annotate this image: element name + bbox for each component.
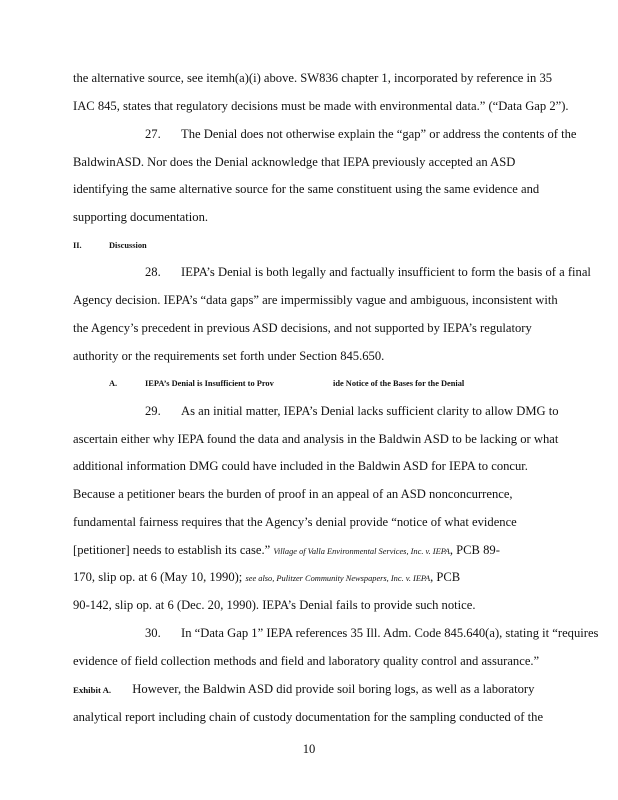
text-span: IEPA’s Denial is both legally and factually insufficient to form the basis of a final xyxy=(181,265,591,279)
paragraph-number: 27. xyxy=(145,127,161,141)
subsection-title-part: IEPA’s Denial is Insufficient to Prov xyxy=(145,379,274,388)
paragraph-28-start xyxy=(145,264,591,280)
paragraph-number: 30. xyxy=(145,626,161,640)
text-line: authority or the requirements set forth under Section 845.650. xyxy=(73,349,385,363)
text-span: , PCB 89- xyxy=(449,543,500,557)
text-line: identifying the same alternative source for the same constituent using the same evidence and xyxy=(73,182,540,196)
paragraph-29-start xyxy=(145,403,559,419)
paragraph-30-start xyxy=(145,625,598,641)
text-line xyxy=(73,542,500,560)
exhibit-reference: Exhibit A. xyxy=(73,685,112,695)
text-line: supporting documentation. xyxy=(73,210,209,224)
text-line: IAC 845, states that regulatory decisions must be made with environmental data.” (“Data Gap 2”). xyxy=(73,99,569,113)
text-line: ascertain either why IEPA found the data and analysis in the Baldwin ASD to be lacking or what xyxy=(73,432,559,446)
text-line: the Agency’s precedent in previous ASD decisions, and not supported by IEPA’s regulatory xyxy=(73,321,532,335)
section-number: II. xyxy=(73,241,82,250)
text-span: In “Data Gap 1” IEPA references 35 Ill. Adm. Code 845.640(a), stating it “requires xyxy=(181,626,599,640)
text-line: 90-142, slip op. at 6 (Dec. 20, 1990). IEPA’s Denial fails to provide such notice. xyxy=(73,598,476,612)
text-line: BaldwinASD. Nor does the Denial acknowledge that IEPA previously accepted an ASD xyxy=(73,155,516,169)
text-line: evidence of field collection methods and field and laboratory quality control and assurance.” xyxy=(73,654,540,668)
paragraph-27-start xyxy=(145,126,577,142)
subsection-letter: A. xyxy=(109,379,118,388)
text-span: As an initial matter, IEPA’s Denial lacks sufficient clarity to allow DMG to xyxy=(181,404,559,418)
text-line: Agency decision. IEPA’s “data gaps” are impermissibly vague and ambiguous, inconsistent with xyxy=(73,293,558,307)
paragraph-number: 28. xyxy=(145,265,161,279)
text-line xyxy=(73,681,534,698)
text-line: additional information DMG could have included in the Baldwin ASD for IEPA to concur. xyxy=(73,459,528,473)
text-span: , PCB xyxy=(430,570,461,584)
paragraph-number: 29. xyxy=(145,404,161,418)
text-span: h(a)(i) above. SW836 chapter 1, incorporated by reference in 35 xyxy=(228,71,553,85)
text-line: Because a petitioner bears the burden of proof in an appeal of an ASD nonconcurrence, xyxy=(73,487,513,501)
text-span: 170, slip op. at 6 (May 10, 1990); xyxy=(73,570,243,584)
text-span: However, the Baldwin ASD did provide soil boring logs, as well as a laboratory xyxy=(132,682,535,696)
text-line: analytical report including chain of custody documentation for the sampling conducted of the xyxy=(73,710,544,724)
text-line: fundamental fairness requires that the Agency’s denial provide “notice of what evidence xyxy=(73,515,517,529)
text-span: The Denial does not otherwise explain the “gap” or address the contents of the xyxy=(181,127,577,141)
text-line xyxy=(73,70,552,86)
section-title: Discussion xyxy=(109,241,147,250)
subsection-title-part: ide Notice of the Bases for the Denial xyxy=(333,379,465,388)
text-span: [petitioner] needs to establish its case.” xyxy=(73,543,271,557)
text-span: the alternative source, see item xyxy=(73,71,229,85)
case-citation: Village of Valla Environmental Services, Inc. v. IEPA xyxy=(273,547,450,556)
text-line xyxy=(73,569,460,587)
page-number: 10 xyxy=(302,742,316,756)
case-citation: see also, Pulitzer Community Newspapers, Inc. v. IEPA xyxy=(245,574,431,583)
